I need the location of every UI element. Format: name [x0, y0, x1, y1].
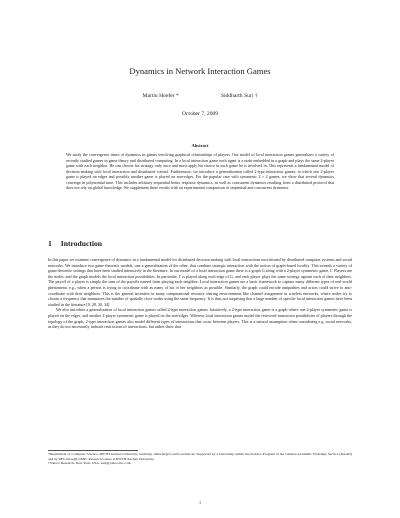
- page-number: 1: [198, 500, 202, 505]
- footnotes: [48, 452, 352, 466]
- paper-title: Dynamics in Network Interaction Games: [129, 66, 271, 76]
- author-name: Siddharth Suri †: [220, 93, 258, 99]
- abstract-text: We study the convergence times of dynamics in games involving graphical relationships of players. Our model of local interaction games generalizes a variety of recently studied games in game theory and distributed computing. In a local interaction game each agent is a node embedded in a graph and plays the same 2-player game with each neighbor. He can choose his strategy only once and must apply his choice in each game he is involved in. This represents a fundamental model of decision making with local interaction and distributed control. Furthermore, we introduce a generalization called 2-type interaction games, in which one 2-player game is played on edges and possibly another game is played on non-edges. For the popular case with symmetric 2 × 2 games, we show that several dynamics converge in polynomial time. This includes arbitrary sequential better response dynamics, as well as concurrent dynamics resulting from a distributed protocol that does not rely on global knowledge. We supplement these results with an experimental comparison of sequential and concurrent dynamics.: [66, 152, 334, 190]
- paper-date: October 7, 2009: [181, 111, 219, 117]
- section-title: Introduction: [60, 239, 103, 248]
- section-number: 1: [48, 239, 52, 248]
- author-list: [0, 92, 400, 100]
- footnote-divider: [48, 450, 138, 451]
- paragraph: We also introduce a generalization of local interaction games called 2-type interaction games. Intuitively, a 2-type interaction game is a graph where one 2-player symmetric game is played on the edges, and another 2-player symmetric game is played on the non-edges. Whereas local interaction games model the restricted interaction possibilities of players through the topology of the graph, 2-type interaction games also model different types of interactions that occur between players. This is a natural assumption when considering e.g. social networks, as they do not necessarily indicate restrictions of interactions, but rather show that: [48, 307, 352, 330]
- footnote: *Department of Computer Science, RWTH Aachen University, Germany. mhoefer@cs.rwth-aachen.de. Supported by a fellowship within the Postdoc-Program of the German Academic Exchange Service (DAAD) and by DFG through UMIC Research Centre at RWTH Aachen University.: [48, 452, 352, 461]
- introduction-body: [48, 257, 352, 330]
- section-heading: [48, 239, 352, 249]
- paragraph: In this paper we examine convergence of dynamics in a fundamental model for distributed decision making with local interactions movitivated by distributed computer systems and social networks. We introduce two game-theoretic models, one a generalization of the other, that combine strategic interaction with the notion of graph-based locality. This extends a variety of game-theoretic settings that have been studied intensively in the literature. In our model of a local interaction game there is a graph G along with a 2-player symmetric game, Γ. Players are the nodes, and the graph models the local interaction possibilities. In particular, Γ is played along each edge of G, and each player plays the same strategy against each of their neighbors. The payoff of a player is simply the sum of the payoffs earned from playing each neighbor. Local interaction games are a basic framework to capture many different types of real-world phenomena, e.g., when a person is trying to coordinate with as many of his or her neighbors as possible. Similarly, the graph could encode antipathies and actors could strive to anti-coordinate with their neighbors. This is the general incentive in many computational resource sharing environments like channel assignment in wireless networks, where nodes try to choose a frequency that minimizes the number of spatially close nodes using the same frequency. It is thus not surprising that a large number of specific local interaction games have been studied in the literature [9, 28, 30, 34].: [48, 257, 352, 307]
- author-name: Martin Hoefer *: [142, 93, 179, 99]
- footnote: †Yahoo! Research, New York, USA. suri@yahoo-inc.com: [48, 461, 131, 466]
- abstract-heading: Abstract: [191, 143, 209, 148]
